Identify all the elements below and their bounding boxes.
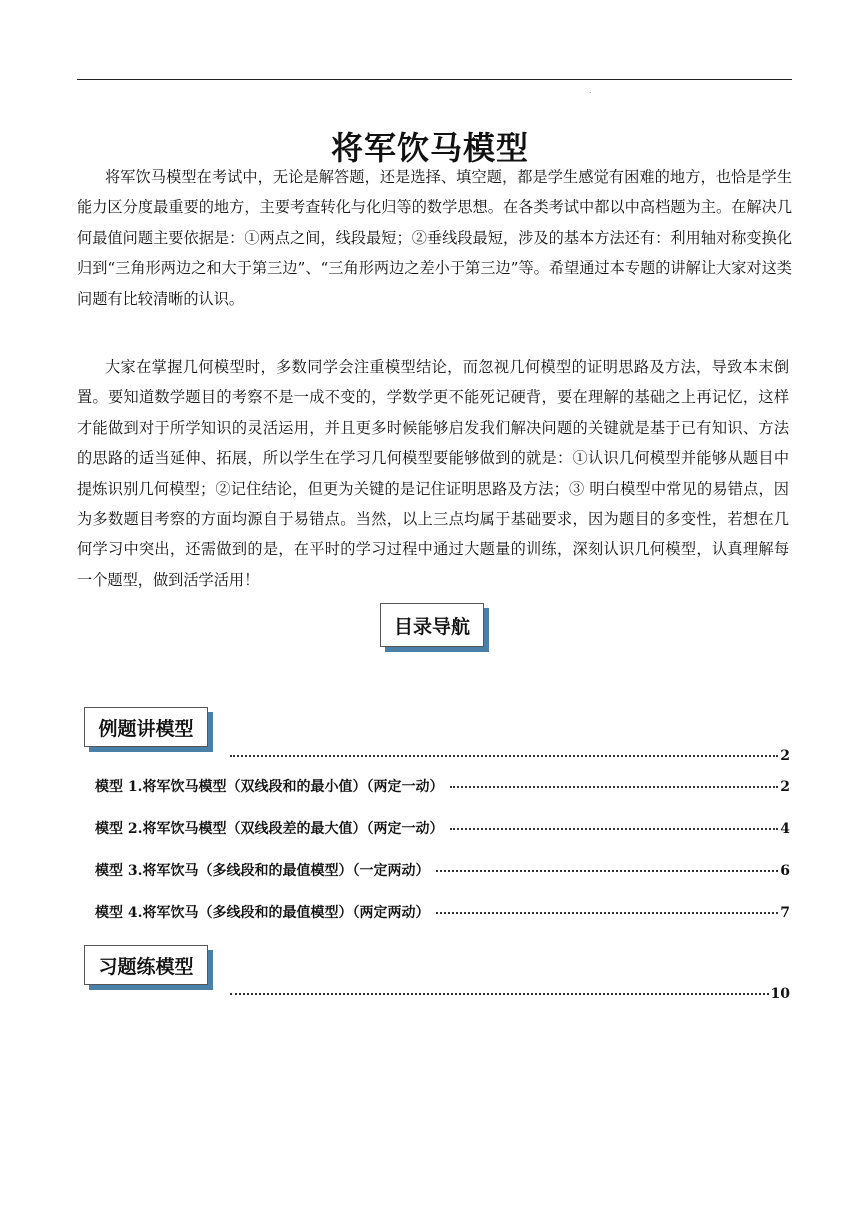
toc-leader-dots: [450, 786, 779, 788]
section-box-exercises[interactable]: [84, 945, 208, 985]
toc-heading-box: [380, 603, 484, 647]
toc-entry-model-1[interactable]: [95, 776, 790, 796]
toc-entry-text: 模型 4.将军饮马（多线段和的最值模型）（两定两动）: [95, 905, 430, 921]
toc-leader-dots: [230, 755, 778, 757]
toc-heading: 目录导航: [393, 615, 470, 638]
intro-paragraph-2: 大家在掌握几何模型时，多数同学会注重模型结论，而忽视几何模型的证明思路及方法，导致本末倒置。要知道数学题目的考察不是一成不变的，学数学更不能死记硬背，要在理解的基础之上再记忆，这样才能做到对于所学知识的灵活运用，并且更多时候能够启发我们解决问题的关键就是基于已有知识、方法的思路的适当延伸、拓展，所以学生在学习几何模型要能够做到的就是：①认识几何模型并能够从题目中提炼识别几何模型；②记住结论，但更为关键的是记住证明思路及方法；③ 明白模型中常见的易错点，因为多数题目考察的方面均源自于易错点。当然，以上三点均属于基础要求，因为题目的多变性，若想在几何学习中突出，还需做到的是，在平时的学习过程中通过大题量的训练，深刻认识几何模型，认真理解每一个题型，做到活学活用！: [77, 358, 789, 589]
toc-leader-dots: [436, 912, 779, 914]
header-rule: [77, 79, 792, 80]
toc-entry-text: 模型 2.将军饮马模型（双线段差的最大值）（两定一动）: [95, 821, 444, 837]
toc-page-number: 7: [780, 905, 790, 921]
toc-leader-dots: [450, 828, 779, 830]
toc-leader-dots: [436, 870, 779, 872]
intro-paragraph-1: 将军饮马模型在考试中，无论是解答题，还是选择、填空题，都是学生感觉有困难的地方，也恰是学生能力区分度最重要的地方，主要考查转化与化归等的数学思想。在各类考试中都以中高档题为主。在解决几何最值问题主要依据是：①两点之间，线段最短；②垂线段最短，涉及的基本方法还有：利用轴对称变换化归到“三角形两边之和大于第三边”、“三角形两边之差小于第三边”等。希望通过本专题的讲解让大家对这类问题有比较清晰的认识。: [77, 168, 792, 308]
toc-entry-examples[interactable]: [224, 748, 790, 764]
toc-entry-text: 模型 1.将军饮马模型（双线段和的最小值）（两定一动）: [95, 779, 444, 795]
toc-page-number: 4: [780, 821, 790, 837]
toc-leader-dots: [230, 993, 769, 995]
section-label-exercises: 习题练模型: [98, 955, 194, 978]
toc-entry-model-3[interactable]: [95, 860, 790, 880]
toc-page-number: 2: [780, 779, 790, 795]
toc-page-number: 10: [770, 986, 790, 1002]
page-title: 将军饮马模型: [330, 129, 529, 168]
toc-entry-exercises[interactable]: [224, 986, 790, 1002]
header-mark: .: [589, 86, 592, 95]
toc-page-number: 6: [780, 863, 790, 879]
section-box-examples[interactable]: [84, 707, 208, 747]
toc-entry-model-4[interactable]: [95, 902, 790, 922]
toc-entry-text: 模型 3.将军饮马（多线段和的最值模型）（一定两动）: [95, 863, 430, 879]
toc-entry-model-2[interactable]: [95, 818, 790, 838]
toc-page-number: 2: [780, 748, 790, 764]
section-label-examples: 例题讲模型: [98, 717, 194, 740]
